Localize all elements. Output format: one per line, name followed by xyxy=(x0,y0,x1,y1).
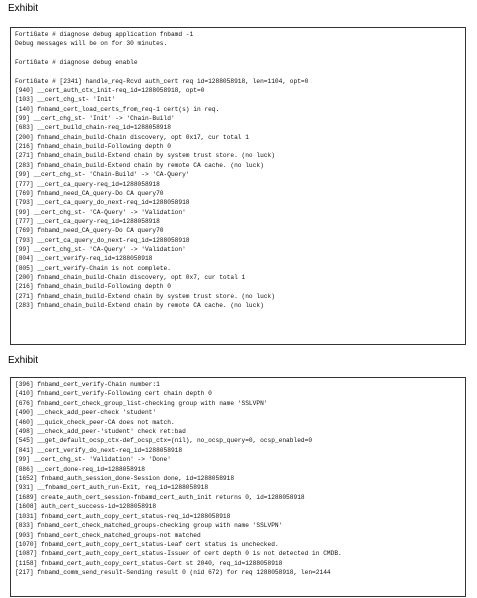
console-line: [1689] create_auth_cert_session-fnbamd_cert_auth_init returns 0, id=1288058918 xyxy=(15,493,305,501)
console-line: FortiGate # diagnose debug enable xyxy=(15,59,138,67)
console-line: [216] fnbamd_chain_build-Following depth 0 xyxy=(15,143,171,151)
console-line: [140] fnbamd_cert_load_certs_from_req-1 cert(s) in req. xyxy=(15,105,220,113)
console-line: [903] fnbamd_cert_check_matched_groups-not matched xyxy=(15,531,201,539)
exhibit-2-label: Exhibit xyxy=(8,355,39,366)
console-line: [498] __check_add_peer-'student' check ret:bad xyxy=(15,428,186,436)
console-line: [271] fnbamd_chain_build-Extend chain by system trust store. (no luck) xyxy=(15,152,275,160)
console-line: [99] __cert_chg_st- 'Chain-Build' -> 'CA-Query' xyxy=(15,171,190,179)
console-line: [99] __cert_chg_st- 'Init' -> 'Chain-Build' xyxy=(15,115,175,123)
console-line: [490] __check_add_peer-check 'student' xyxy=(15,409,157,417)
console-line: [777] __cert_ca_query-req_id=1288058918 xyxy=(15,180,160,188)
console-line: [1608] auth_cert_success-id=1288058918 xyxy=(15,503,157,511)
console-line: [1158] fnbamd_cert_auth_copy_cert_status-Cert st 2040, req_id=1288058918 xyxy=(15,559,283,567)
console-line: [200] fnbamd_chain_build-Chain discovery, opt 0x7, cur total 1 xyxy=(15,273,246,281)
console-line: FortiGate # [2341] handle_req-Rcvd auth_cert req id=1288058918, len=1104, opt=0 xyxy=(15,77,309,85)
console-line: [99] __cert_chg_st- 'Validation' -> 'Done' xyxy=(15,456,171,464)
console-line: [841] __cert_verify_do_next-req_id=1288058918 xyxy=(15,446,183,454)
console-line: [99] __cert_chg_st- 'CA-Query' -> 'Validation' xyxy=(15,245,186,253)
console-line: [676] fnbamd_cert_check_group_list-checking group with name 'SSLVPN' xyxy=(15,399,268,407)
console-line: [793] __cert_ca_query_do_next-req_id=1288058918 xyxy=(15,236,190,244)
debug-output-panel-1 xyxy=(10,27,466,345)
console-line: [217] fnbamd_comm_send_result-Sending result 0 (nid 672) for req 1288058918, len=2144 xyxy=(15,569,331,577)
console-line: [940] __cert_auth_ctx_init-req_id=1288058918, opt=0 xyxy=(15,87,205,95)
console-line: [283] fnbamd_chain_build-Extend chain by remote CA cache. (no luck) xyxy=(15,301,264,309)
console-line: [931] __fnbamd_cert_auth_run-Exit, req_id=1288058918 xyxy=(15,484,209,492)
console-line: [1087] fnbamd_cert_auth_copy_cert_status-Issuer of cert depth 0 is not detected in CMDB. xyxy=(15,550,342,558)
console-line: [769] fnbamd_need_CA_query-Do CA query70 xyxy=(15,227,164,235)
console-line: [777] __cert_ca_query-req_id=1288058918 xyxy=(15,217,160,225)
console-line: [460] __quick_check_peer-CA does not match. xyxy=(15,418,175,426)
exhibit-1-label: Exhibit xyxy=(8,3,39,14)
console-line: Debug messages will be on for 30 minutes. xyxy=(15,40,168,48)
console-line: [683] __cert_build_chain-req_id=1288058918 xyxy=(15,124,171,132)
console-line: [396] fnbamd_cert_verify-Chain number:1 xyxy=(15,381,160,388)
console-line: [216] fnbamd_chain_build-Following depth 0 xyxy=(15,283,171,291)
console-line: [99] __cert_chg_st- 'CA-Query' -> 'Validation' xyxy=(15,208,186,216)
console-line: [1031] fnbamd_cert_auth_copy_cert_status-req_id=1288058918 xyxy=(15,512,231,520)
console-line: [545] __get_default_ocsp_ctx-def_ocsp_ctx=(nil), no_ocsp_query=0, ocsp_enabled=0 xyxy=(15,437,313,445)
debug-output-panel-2 xyxy=(10,377,466,597)
console-line: [283] fnbamd_chain_build-Extend chain by remote CA cache. (no luck) xyxy=(15,161,264,169)
console-line xyxy=(15,67,465,76)
console-line: [271] fnbamd_chain_build-Extend chain by system trust store. (no luck) xyxy=(15,292,275,300)
console-line: [804] __cert_verify-req_id=1288058918 xyxy=(15,255,153,263)
console-line: [805] __cert_verify-Chain is not complete. xyxy=(15,264,171,272)
console-line: [200] fnbamd_chain_build-Chain discovery, opt 0x17, cur total 1 xyxy=(15,133,249,141)
console-line: [833] fnbamd_cert_check_matched_groups-checking group with name 'SSLVPN' xyxy=(15,522,283,530)
console-line: FortiGate # diagnose debug application fnbamd -1 xyxy=(15,31,194,38)
console-line: [769] fnbamd_need_CA_query-Do CA query70 xyxy=(15,189,164,197)
console-line: [793] __cert_ca_query_do_next-req_id=1288058918 xyxy=(15,199,190,207)
console-line: [1652] fnbamd_auth_session_done-Session done, id=1288058918 xyxy=(15,475,235,483)
console-line: [103] __cert_chg_st- 'Init' xyxy=(15,96,116,104)
console-line: [410] fnbamd_cert_verify-Following cert chain depth 0 xyxy=(15,390,212,398)
console-line xyxy=(15,49,465,58)
console-line: [886] __cert_done-req_id=1288058918 xyxy=(15,465,145,473)
console-line: [1070] fnbamd_cert_auth_copy_cert_status-Leaf cert status is unchecked. xyxy=(15,540,279,548)
